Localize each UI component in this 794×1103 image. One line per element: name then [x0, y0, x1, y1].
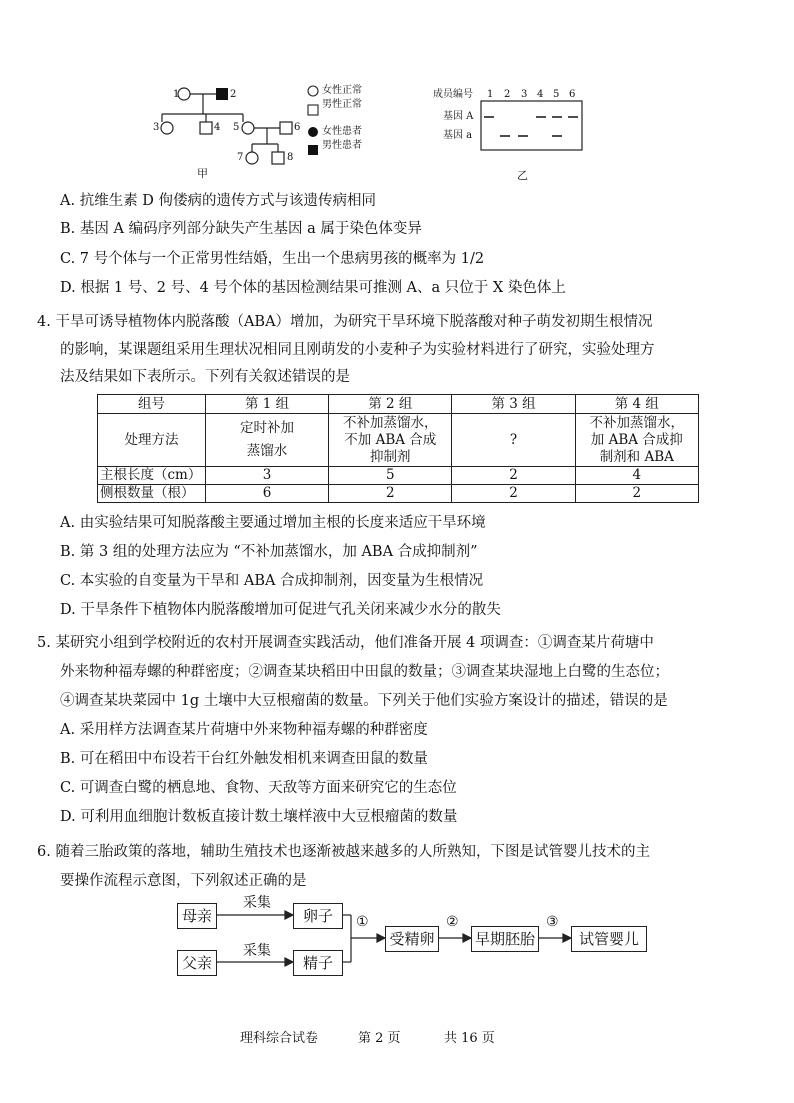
pedigree-label-5: 5: [233, 122, 240, 133]
q4-option-a: A. 由实验结果可知脱落酸主要通过增加主根的长度来适应干旱环境: [60, 515, 486, 531]
pedigree-male-normal-8: [272, 152, 284, 164]
flow-box-zygote: 受精卵: [385, 926, 439, 952]
th-group: 组号: [98, 395, 206, 414]
q5-stem-line-1: 5. 某研究小组到学校附近的农村开展调查实践活动，他们准备开展 4 项调查：①调查某片荷塘中: [37, 635, 654, 651]
q3-option-c: C. 7 号个体与一个正常男性结婚，生出一个患病男孩的概率为 1/2: [60, 251, 485, 267]
flow-box-father: 父亲: [177, 950, 217, 976]
flow-step-2: ②: [446, 914, 459, 930]
legend-female-normal: 女性正常: [322, 85, 362, 96]
flow-box-baby: 试管婴儿: [571, 926, 647, 952]
gel-row-a-label: 基因 A: [443, 111, 474, 122]
pedigree-female-normal-7: [246, 152, 258, 164]
cell-lateral-root-2: 2: [329, 485, 452, 503]
method-2-line-2: 不加 ABA 合成: [344, 431, 437, 448]
cell-main-root-4: 4: [575, 467, 698, 485]
gel-number-1: 1: [487, 89, 494, 100]
method-4-line-3: 制剂和 ABA: [599, 448, 674, 465]
table-row-main-root: [98, 467, 699, 485]
cell-main-root-1: 3: [205, 467, 328, 485]
th-group-2: 第 2 组: [329, 395, 452, 414]
legend-female-affected: 女性患者: [322, 126, 362, 137]
row-label-lateral-root: 侧根数量（根）: [98, 485, 206, 503]
pedigree-label-1: 1: [173, 89, 180, 100]
flow-label-collect-sperm: 采集: [243, 943, 271, 959]
q4-option-c: C. 本实验的自变量为干旱和 ABA 合成抑制剂，因变量为生根情况: [60, 573, 484, 589]
legend-male-normal: 男性正常: [322, 99, 362, 110]
footer-total: 共 16 页: [444, 1031, 495, 1046]
method-4-line-2: 加 ABA 合成抑: [590, 431, 683, 448]
method-4-line-1: 不补加蒸馏水，: [589, 414, 685, 431]
pedigree-female-normal-3: [161, 122, 173, 134]
q4-option-d: D. 干旱条件下植物体内脱落酸增加可促进气孔关闭来减少水分的散失: [60, 602, 501, 618]
legend-male-affected: 男性患者: [322, 140, 362, 151]
flow-step-1: ①: [356, 914, 369, 930]
gel-number-2: 2: [504, 89, 511, 100]
pedigree-female-normal-5: [242, 122, 254, 134]
q5-option-c: C. 可调查白鹭的栖息地、食物、天敌等方面来研究它的生态位: [60, 780, 457, 796]
cell-lateral-root-3: 2: [452, 485, 575, 503]
q4-option-b: B. 第 3 组的处理方法应为 “不补加蒸馏水，加 ABA 合成抑制剂”: [60, 544, 478, 560]
q3-option-b: B. 基因 A 编码序列部分缺失产生基因 a 属于染色体变异: [60, 221, 422, 237]
method-1-line-1: 定时补加: [240, 420, 295, 436]
q5-option-a: A. 采用样方法调查某片荷塘中外来物种福寿螺的种群密度: [60, 722, 428, 738]
q3-option-d: D. 根据 1 号、2 号、4 号个体的基因检测结果可推测 A、a 只位于 X 染色体上: [60, 280, 566, 296]
pedigree-label-4: 4: [214, 122, 221, 133]
th-group-1: 第 1 组: [205, 395, 328, 414]
method-group-3: ?: [452, 414, 575, 467]
method-2-line-1: 不补加蒸馏水，: [343, 414, 438, 431]
method-label: 处理方法: [98, 414, 206, 467]
gel-box: [480, 100, 584, 152]
th-group-3: 第 3 组: [452, 395, 575, 414]
footer-title: 理科综合试卷: [240, 1031, 319, 1046]
method-group-2: [329, 414, 452, 467]
flow-box-embryo: 早期胚胎: [471, 926, 539, 952]
table-header-row: [98, 395, 699, 414]
gel-row-b-label: 基因 a: [443, 130, 473, 141]
flow-step-3: ③: [546, 914, 559, 930]
cell-main-root-2: 5: [329, 467, 452, 485]
pedigree-label-8: 8: [287, 152, 294, 163]
cell-main-root-3: 2: [452, 467, 575, 485]
pedigree-label-6: 6: [294, 122, 301, 133]
q6-stem-line-1: 6. 随着三胎政策的落地，辅助生殖技术也逐渐被越来越多的人所熟知，下图是试管婴儿技术的主: [37, 844, 650, 860]
pedigree-label-2: 2: [230, 89, 237, 100]
q5-option-b: B. 可在稻田中布设若干台红外触发相机来调查田鼠的数量: [60, 751, 428, 767]
q4-stem-line-2: 的影响，某课题组采用生理状况相同且刚萌发的小麦种子为实验材料进行了研究，实验处理方: [60, 342, 655, 358]
q3-option-a: A. 抗维生素 D 佝偻病的遗传方式与该遗传病相同: [60, 193, 377, 209]
gel-number-3: 3: [521, 89, 528, 100]
pedigree-label-3: 3: [153, 122, 160, 133]
table-row-lateral-root: [98, 485, 699, 503]
gel-number-4: 4: [537, 89, 544, 100]
pedigree-male-normal-6: [280, 122, 292, 134]
cell-lateral-root-1: 6: [205, 485, 328, 503]
pedigree-male-affected-2: [216, 88, 228, 100]
pedigree-label-7: 7: [237, 152, 244, 163]
row-label-main-root: 主根长度（cm）: [98, 467, 206, 485]
pedigree-male-normal-4: [200, 122, 212, 134]
flow-box-mother: 母亲: [177, 903, 217, 929]
q4-stem-line-3: 法及结果如下表所示。下列有关叙述错误的是: [60, 369, 350, 385]
th-group-4: 第 4 组: [575, 395, 698, 414]
q4-stem-line-1: 4. 干旱可诱导植物体内脱落酸（ABA）增加，为研究干旱环境下脱落酸对种子萌发初期生根情况: [37, 314, 653, 330]
q4-table: [97, 394, 699, 503]
gel-caption: 乙: [517, 169, 528, 182]
flow-box-sperm: 精子: [293, 950, 343, 976]
cell-lateral-root-4: 2: [575, 485, 698, 503]
q5-option-d: D. 可利用血细胞计数板直接计数土壤样液中大豆根瘤菌的数量: [60, 809, 458, 825]
method-group-1: [205, 414, 328, 467]
gel-header-label: 成员编号: [433, 89, 473, 100]
flow-box-egg: 卵子: [293, 903, 343, 929]
q5-stem-line-2: 外来物种福寿螺的种群密度；②调查某块稻田中田鼠的数量；③调查某块湿地上白鹭的生态位；: [60, 664, 669, 680]
q6-stem-line-2: 要操作流程示意图，下列叙述正确的是: [60, 873, 307, 889]
pedigree-female-normal-1: [178, 88, 190, 100]
method-2-line-3: 抑制剂: [370, 448, 411, 465]
method-1-line-2: 蒸馏水: [246, 443, 288, 459]
flow-label-collect-egg: 采集: [243, 895, 271, 911]
table-row-method: [98, 414, 699, 467]
gel-number-6: 6: [569, 89, 576, 100]
method-group-4: [575, 414, 698, 467]
q5-stem-line-3: ④调查某块菜园中 1g 土壤中大豆根瘤菌的数量。下列关于他们实验方案设计的描述，错误的是: [60, 693, 668, 709]
pedigree-caption: 甲: [197, 167, 208, 180]
footer-page: 第 2 页: [358, 1031, 401, 1046]
gel-number-5: 5: [553, 89, 560, 100]
